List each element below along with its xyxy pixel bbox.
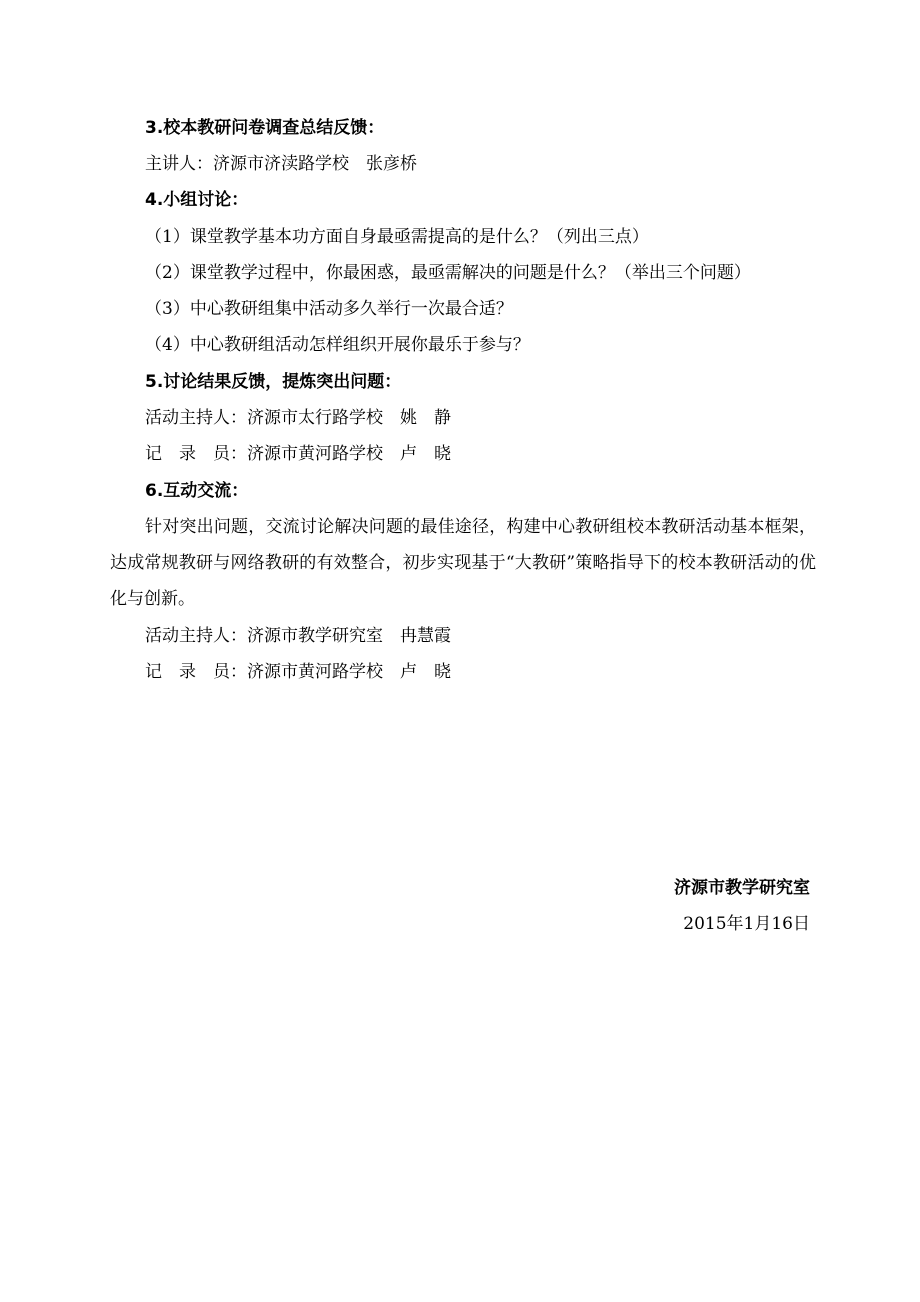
discussion-item-3: （3）中心教研组集中活动多久举行一次最合适？ bbox=[145, 299, 513, 319]
section-5-heading: 5.讨论结果反馈，提炼突出问题： bbox=[145, 372, 402, 392]
section-6-heading: 6.互动交流： bbox=[145, 481, 249, 501]
section-6-paragraph: 针对突出问题，交流讨论解决问题的最佳途径，构建中心教研组校本教研活动基本框架，达成常规教研与网络教研的有效整合，初步实现基于“大教研”策略指导下的校本教研活动的优化与创新。 bbox=[110, 517, 816, 609]
section-3-heading: 3.校本教研问卷调查总结反馈： bbox=[145, 118, 385, 138]
section-5-recorder: 记 录 员：济源市黄河路学校 卢 晓 bbox=[145, 444, 451, 464]
discussion-item-2: （2）课堂教学过程中，你最困惑，最亟需解决的问题是什么？（举出三个问题） bbox=[145, 263, 751, 283]
section-5-host: 活动主持人：济源市太行路学校 姚 静 bbox=[145, 408, 451, 428]
discussion-item-1: （1）课堂教学基本功方面自身最亟需提高的是什么？（列出三点） bbox=[145, 227, 649, 247]
section-6-host: 活动主持人：济源市教学研究室 冉慧霞 bbox=[145, 626, 451, 646]
section-4-heading: 4.小组讨论： bbox=[145, 190, 249, 210]
discussion-item-4: （4）中心教研组活动怎样组织开展你最乐于参与？ bbox=[145, 335, 530, 355]
footer-date: 2015年1月16日 bbox=[683, 914, 810, 934]
footer-organization: 济源市教学研究室 bbox=[674, 878, 810, 898]
section-3-speaker: 主讲人：济源市济渎路学校 张彦桥 bbox=[145, 154, 417, 174]
section-6-recorder: 记 录 员：济源市黄河路学校 卢 晓 bbox=[145, 662, 451, 682]
